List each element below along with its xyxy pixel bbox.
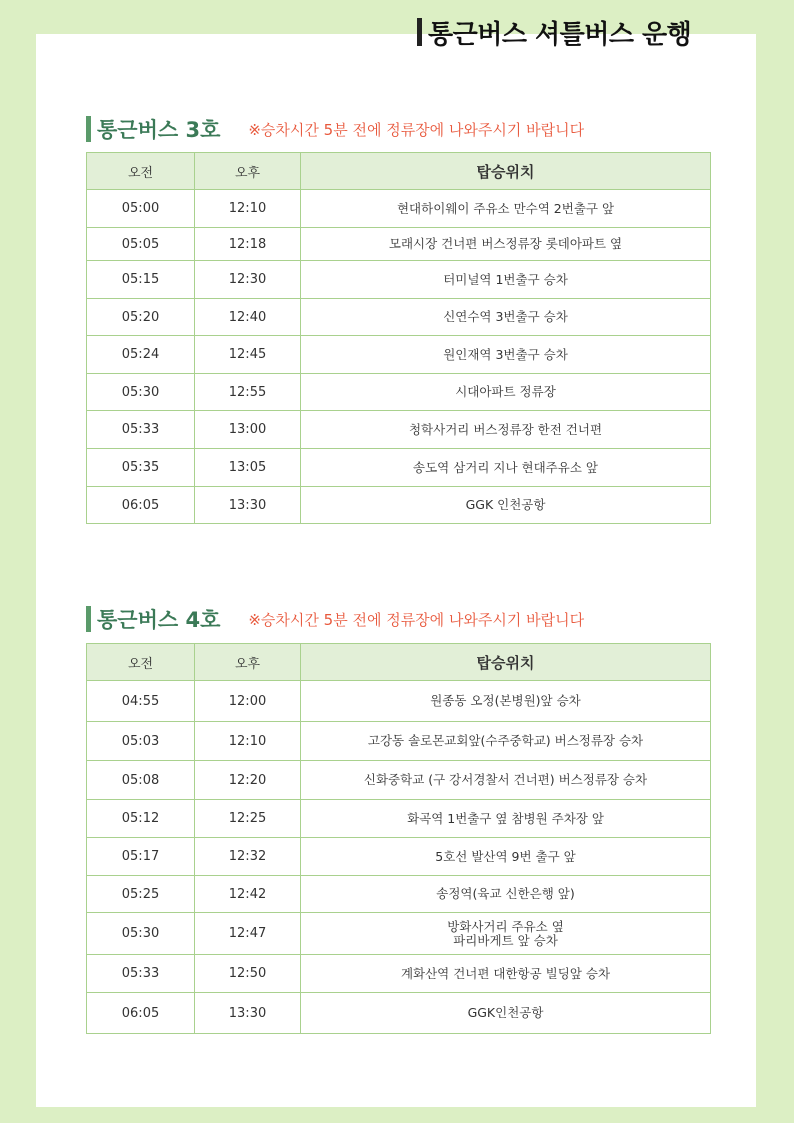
table-header-row (87, 153, 711, 190)
pm-time-cell: 12:18 (195, 228, 301, 261)
table-row (87, 411, 711, 449)
title-bar-accent (417, 18, 422, 46)
pm-time-cell: 12:25 (195, 800, 301, 838)
pm-time-cell: 13:30 (195, 487, 301, 524)
table-row (87, 876, 711, 913)
am-time-cell: 05:12 (87, 800, 195, 838)
location-cell: 현대하이웨이 주유소 만수역 2번출구 앞 (301, 190, 711, 228)
location-cell: 모래시장 건너편 버스정류장 롯데아파트 옆 (301, 228, 711, 261)
location-cell: 시대아파트 정류장 (301, 374, 711, 411)
table-header-row (87, 644, 711, 681)
am-time-cell: 05:08 (87, 761, 195, 800)
section-bar-accent (86, 116, 91, 142)
boarding-notice: ※승차시간 5분 전에 정류장에 나와주시기 바랍니다 (248, 610, 585, 629)
table-row (87, 681, 711, 722)
table-row (87, 838, 711, 876)
table-body (87, 190, 711, 524)
table-body (87, 681, 711, 1034)
table-row (87, 761, 711, 800)
table-row (87, 299, 711, 336)
location-cell: 송정역(육교 신한은행 앞) (301, 876, 711, 913)
boarding-notice: ※승차시간 5분 전에 정류장에 나와주시기 바랍니다 (248, 120, 585, 139)
table-row (87, 449, 711, 487)
section-title: 통근버스 3호 (97, 118, 221, 142)
location-cell: 계화산역 건너편 대한항공 빌딩앞 승차 (301, 955, 711, 993)
table-row (87, 261, 711, 299)
pm-time-cell: 12:10 (195, 722, 301, 761)
pm-time-cell: 12:00 (195, 681, 301, 722)
table-row (87, 722, 711, 761)
table-row (87, 336, 711, 374)
am-time-cell: 05:00 (87, 190, 195, 228)
table-row (87, 487, 711, 524)
location-cell: 원종동 오정(본병원)앞 승차 (301, 681, 711, 722)
location-cell: 화곡역 1번출구 옆 참병원 주차장 앞 (301, 800, 711, 838)
location-cell: 청학사거리 버스정류장 한전 건너편 (301, 411, 711, 449)
pm-time-cell: 12:55 (195, 374, 301, 411)
am-time-cell: 05:35 (87, 449, 195, 487)
schedule-table-bus-4 (86, 643, 711, 1034)
section-header-bus-4 (86, 604, 584, 634)
location-cell: 신화중학교 (구 강서경찰서 건너편) 버스정류장 승차 (301, 761, 711, 800)
table-row (87, 190, 711, 228)
pm-time-cell: 12:10 (195, 190, 301, 228)
am-time-cell: 06:05 (87, 993, 195, 1034)
am-time-cell: 05:03 (87, 722, 195, 761)
pm-time-cell: 12:42 (195, 876, 301, 913)
location-cell: GGK인천공항 (301, 993, 711, 1034)
pm-time-cell: 12:20 (195, 761, 301, 800)
header-pm: 오후 (195, 153, 301, 190)
am-time-cell: 05:15 (87, 261, 195, 299)
pm-time-cell: 12:40 (195, 299, 301, 336)
location-cell: 5호선 발산역 9번 출구 앞 (301, 838, 711, 876)
header-location: 탑승위치 (301, 153, 711, 190)
am-time-cell: 05:30 (87, 913, 195, 955)
header-am: 오전 (87, 153, 195, 190)
am-time-cell: 05:20 (87, 299, 195, 336)
page-title-text: 통근버스 셔틀버스 운행 (428, 19, 692, 50)
table-row (87, 955, 711, 993)
pm-time-cell: 13:30 (195, 993, 301, 1034)
section-bar-accent (86, 606, 91, 632)
am-time-cell: 05:24 (87, 336, 195, 374)
am-time-cell: 06:05 (87, 487, 195, 524)
am-time-cell: 05:33 (87, 955, 195, 993)
pm-time-cell: 12:50 (195, 955, 301, 993)
location-cell: 터미널역 1번출구 승차 (301, 261, 711, 299)
header-location: 탑승위치 (301, 644, 711, 681)
am-time-cell: 05:17 (87, 838, 195, 876)
header-am: 오전 (87, 644, 195, 681)
table-row (87, 374, 711, 411)
am-time-cell: 05:25 (87, 876, 195, 913)
am-time-cell: 05:33 (87, 411, 195, 449)
section-title: 통근버스 4호 (97, 608, 221, 632)
location-cell: 방화사거리 주유소 옆 파리바게트 앞 승차 (301, 913, 711, 955)
table-row (87, 993, 711, 1034)
pm-time-cell: 12:30 (195, 261, 301, 299)
table-row (87, 228, 711, 261)
header-pm: 오후 (195, 644, 301, 681)
am-time-cell: 04:55 (87, 681, 195, 722)
page-title (417, 14, 691, 50)
section-header-bus-3 (86, 114, 584, 144)
location-cell: 송도역 삼거리 지나 현대주유소 앞 (301, 449, 711, 487)
am-time-cell: 05:05 (87, 228, 195, 261)
am-time-cell: 05:30 (87, 374, 195, 411)
pm-time-cell: 13:05 (195, 449, 301, 487)
pm-time-cell: 13:00 (195, 411, 301, 449)
pm-time-cell: 12:47 (195, 913, 301, 955)
location-cell: GGK 인천공항 (301, 487, 711, 524)
location-cell: 고강동 솔로몬교회앞(수주중학교) 버스정류장 승차 (301, 722, 711, 761)
pm-time-cell: 12:45 (195, 336, 301, 374)
schedule-table-bus-3 (86, 152, 711, 524)
pm-time-cell: 12:32 (195, 838, 301, 876)
table-row (87, 800, 711, 838)
location-cell: 원인재역 3번출구 승차 (301, 336, 711, 374)
table-row (87, 913, 711, 955)
location-cell: 신연수역 3번출구 승차 (301, 299, 711, 336)
